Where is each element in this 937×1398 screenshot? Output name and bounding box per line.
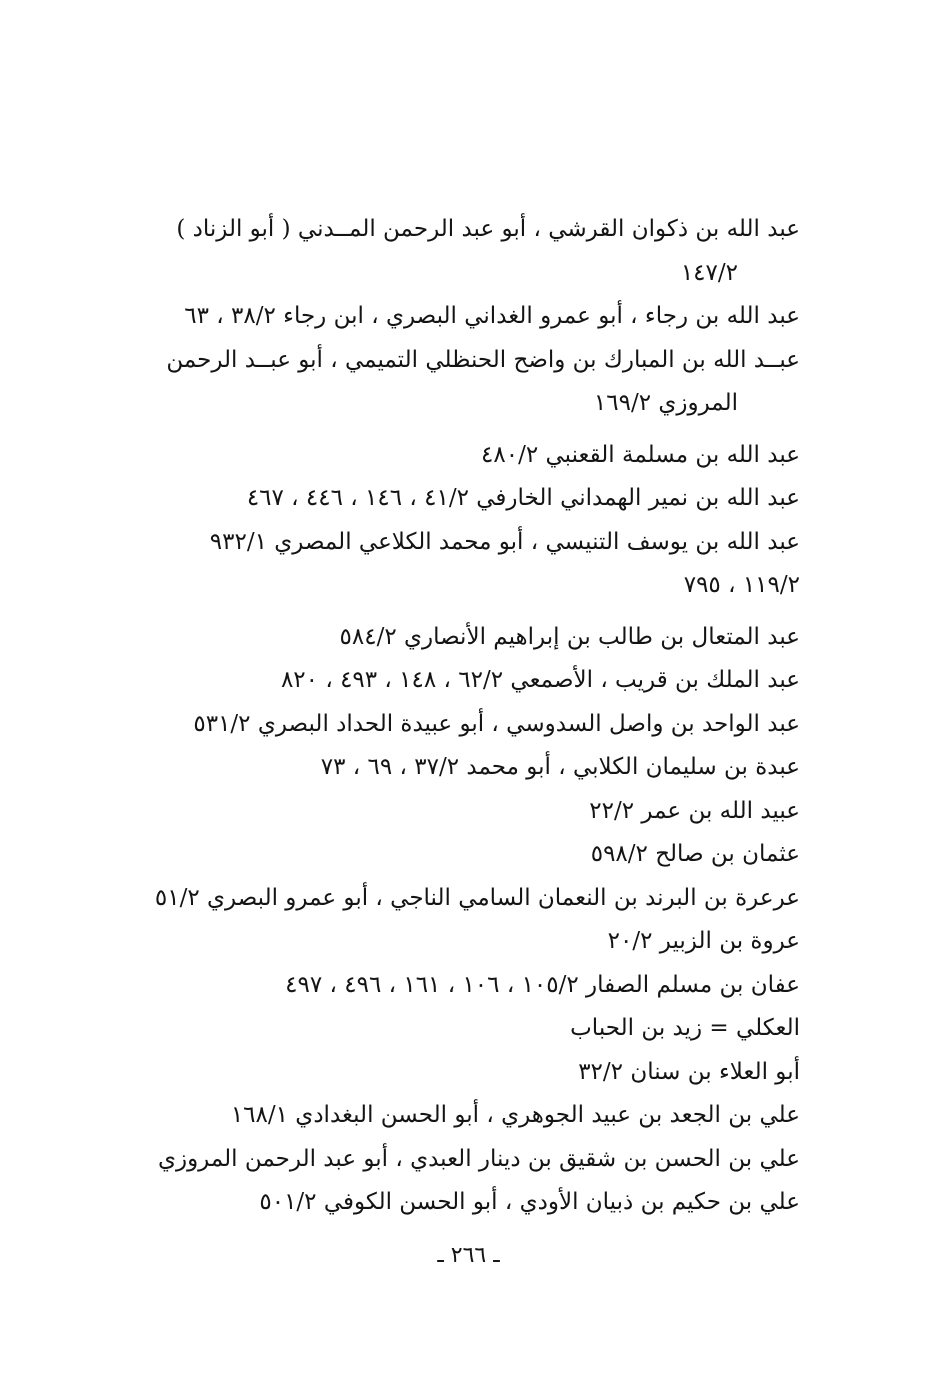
index-entry: علي بن الجعد بن عبيد الجوهري ، أبو الحسن البغدادي ١٦٨/١: [230, 1102, 800, 1128]
index-entry-continuation: ١١٩/٢ ، ٧٩٥: [683, 572, 800, 598]
index-entry: عفان بن مسلم الصفار ١٠٥/٢ ، ١٠٦ ، ١٦١ ، ٤٩٦ ، ٤٩٧: [285, 971, 800, 998]
index-entry-continuation: المروزي ١٦٩/٢: [593, 390, 738, 416]
index-entry: عبد الله بن مسلمة القعنبي ٤٨٠/٢: [481, 441, 800, 468]
page-number: ـ ٢٦٦ ـ: [437, 1243, 500, 1268]
index-entry: عبد الملك بن قريب ، الأصمعي ٦٢/٢ ، ١٤٨ ، ٤٩٣ ، ٨٢٠: [280, 667, 800, 693]
index-entry: عبد الله بن ذكوان القرشي ، أبو عبد الرحمن المــدني ( أبو الزناد ): [176, 216, 800, 242]
index-entry: علي بن حكيم بن ذبيان الأودي ، أبو الحسن الكوفي ٥٠١/٢: [259, 1189, 800, 1215]
index-entry: عبيد الله بن عمر ٢٢/٢: [589, 797, 800, 824]
index-entry: علي بن الحسن بن شقيق بن دينار العبدي ، أبو عبد الرحمن المروزي: [157, 1145, 800, 1172]
index-entry: عرعرة بن البرند بن النعمان السامي الناجي ، أبو عمرو البصري ٥١/٢: [154, 884, 800, 911]
index-entry: عبد الواحد بن واصل السدوسي ، أبو عبيدة الحداد البصري ٥٣١/٢: [193, 710, 800, 737]
index-entry: أبو العلاء بن سنان ٣٢/٢: [578, 1058, 800, 1085]
index-entry: عبــد الله بن المبارك بن واضح الحنظلي التميمي ، أبو عبــد الرحمن: [166, 346, 800, 373]
index-entry: عروة بن الزبير ٢٠/٢: [607, 928, 800, 954]
index-entry-continuation: ١٤٧/٢: [680, 259, 738, 286]
index-entry: عبد الله بن رجاء ، أبو عمرو الغداني البصري ، ابن رجاء ٣٨/٢ ، ٦٣: [184, 303, 800, 329]
index-entry: العكلي = زيد بن الحباب: [570, 1015, 800, 1041]
index-entry: عبد المتعال بن طالب بن إبراهيم الأنصاري ٥٨٤/٢: [339, 623, 800, 650]
index-entry: عثمان بن صالح ٥٩٨/٢: [590, 841, 800, 867]
index-entries: [140, 208, 800, 1225]
index-entry: عبد الله بن يوسف التنيسي ، أبو محمد الكلاعي المصري ٩٣٢/١: [209, 528, 800, 555]
index-entry: عبدة بن سليمان الكلابي ، أبو محمد ٣٧/٢ ، ٦٩ ، ٧٣: [320, 754, 800, 780]
index-entry: عبد الله بن نمير الهمداني الخارفي ٤١/٢ ، ١٤٦ ، ٤٤٦ ، ٤٦٧: [246, 485, 800, 511]
